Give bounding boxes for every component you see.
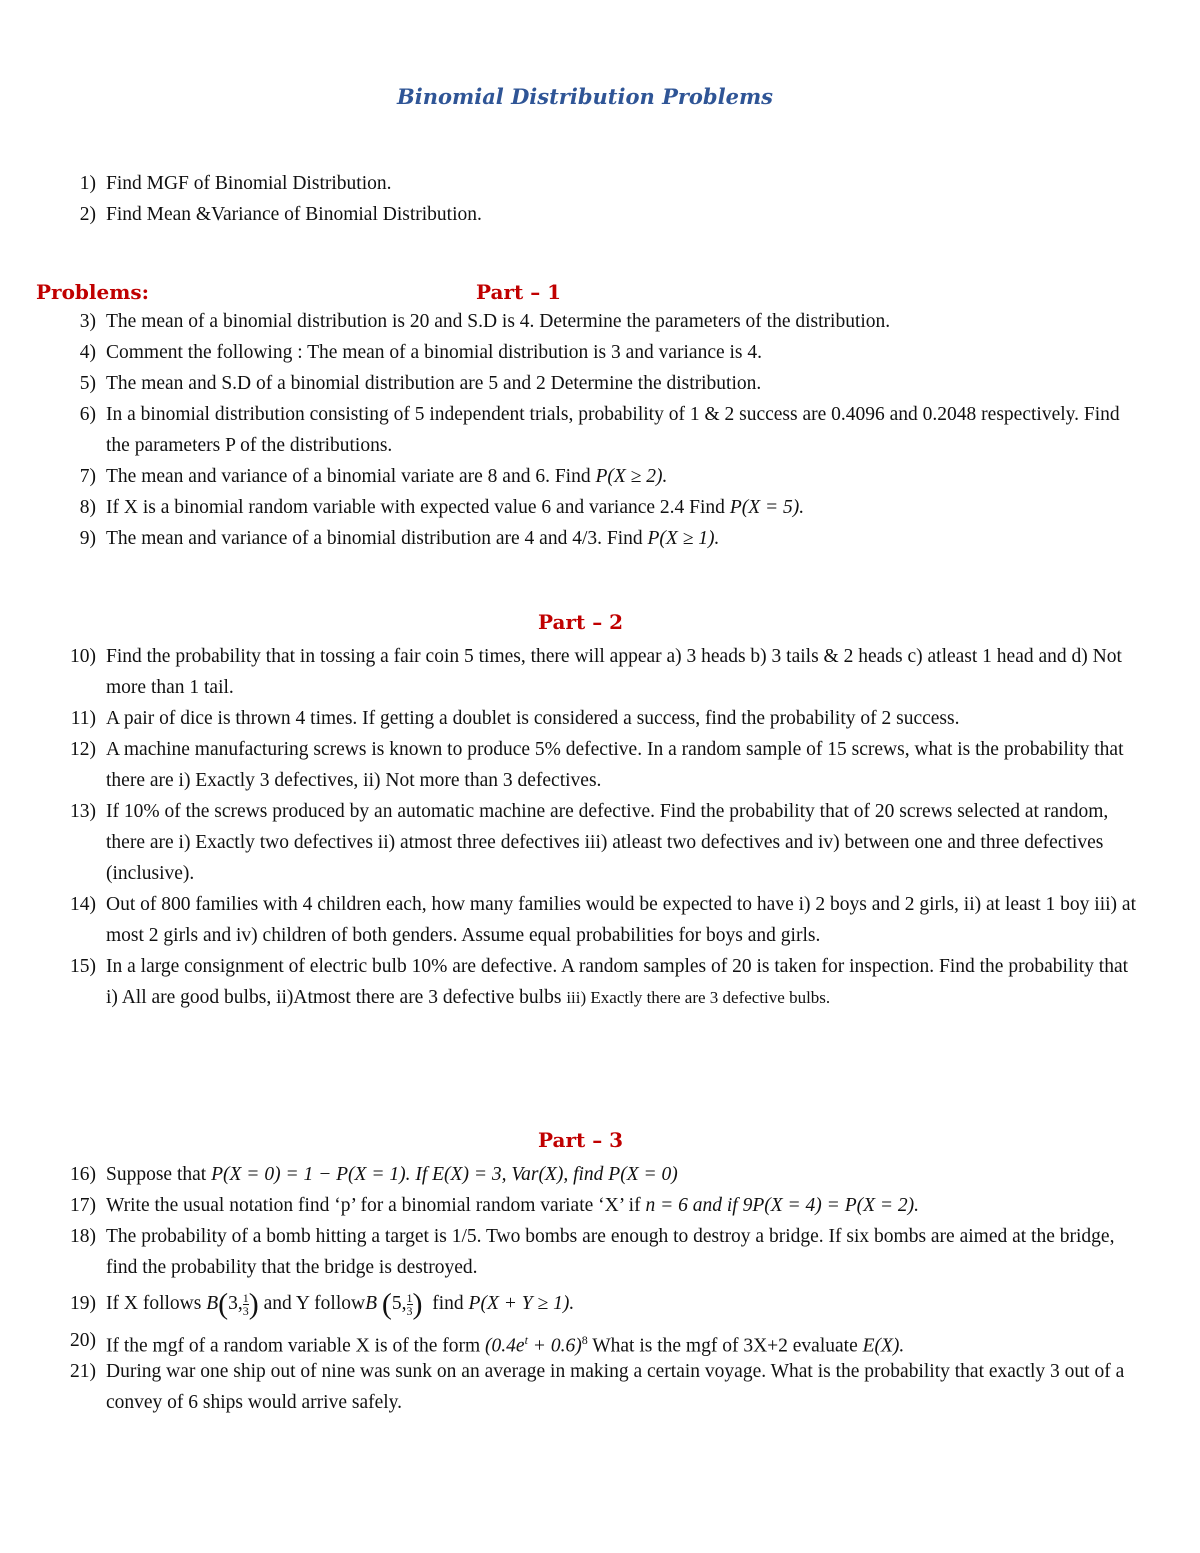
intro-list [0,168,1200,230]
list-item: 20) If the mgf of a random variable X is of the form $(0.4e^t + 0.6)^8$ What is the mgf of 3X+2 evaluate E(X). [70,1330,905,1357]
list-item: 19) If X follows B(3, $\frac{1}{3}$ ) and Y followB (5, $\frac{1}{3}$ ) find P(X + Y ≥ 1). [70,1287,575,1321]
list-item: 15) In a large consignment of electric bulb 10% are defective. A random samples of 20 is taken for inspection. Find the probability that i) All are good bulbs, ii)Atmost there are 3 defective bulbs iii) Exactly there are 3 defective bulbs. [70,956,1129,1008]
part-1-list [0,306,1200,554]
problems-heading: Problems: [36,280,150,304]
list-item: 11) A pair of dice is thrown 4 times. If getting a doublet is considered a success, find the probability of 2 success. [70,708,960,729]
fraction: $\frac{1}{3}$ [242,1291,249,1319]
list-item: 10) Find the probability that in tossing a fair coin 5 times, there will appear a) 3 heads b) 3 tails & 2 heads c) atleast 1 head and d) Not more than 1 tail. [70,646,1122,698]
list-item: 16) Suppose that P(X = 0) = 1 − P(X = 1). If E(X) = 3, Var(X), find P(X = 0) [70,1164,678,1185]
list-item: 5) The mean and S.D of a binomial distribution are 5 and 2 Determine the distribution. [79,373,762,394]
list-item: 9) The mean and variance of a binomial distribution are 4 and 4/3. Find P(X ≥ 1). [79,528,720,549]
part-3-list [0,1159,1200,1418]
list-item: 3) The mean of a binomial distribution is 20 and S.D is 4. Determine the parameters of the distribution. [79,311,891,332]
part-3-heading: Part – 3 [538,1128,624,1152]
math-expression: P(X = 0) = 1 − P(X = 1). If E(X) = 3, Var(X), find P(X = 0) [211,1164,678,1185]
fraction: $\frac{1}{3}$ [406,1291,413,1319]
part-2-heading: Part – 2 [538,610,624,634]
page-title: Binomial Distribution Problems [397,84,773,109]
list-item: 21) During war one ship out of nine was sunk on an average in making a certain voyage. What is the probability that exactly 3 out of a convey of 6 ships would arrive safely. [70,1361,1125,1413]
math-expression: P(X ≥ 1). [647,528,720,549]
part-2-list [0,641,1200,1013]
list-item: 17) Write the usual notation find ‘p’ for a binomial random variate ‘X’ if n = 6 and if 9P(X = 4) = P(X = 2). [70,1195,920,1216]
list-item: 8) If X is a binomial random variable with expected value 6 and variance 2.4 Find P(X = 5). [79,497,805,518]
list-item: 13) If 10% of the screws produced by an automatic machine are defective. Find the probability that of 20 screws selected at random, there are i) Exactly two defectives ii) atmost three defectives iii) atleast two defectives and iv) between one and three defectives (inclusive). [70,801,1109,884]
list-item: 12) A machine manufacturing screws is known to produce 5% defective. In a random sample of 15 screws, what is the probability that there are i) Exactly 3 defectives, ii) Not more than 3 defectives. [70,739,1124,791]
list-item: 1) Find MGF of Binomial Distribution. [79,173,392,194]
list-item: 7) The mean and variance of a binomial variate are 8 and 6. Find P(X ≥ 2). [79,466,668,487]
list-item: 18) The probability of a bomb hitting a target is 1/5. Two bombs are enough to destroy a bridge. If six bombs are aimed at the bridge, find the probability that the bridge is destroyed. [70,1226,1115,1278]
math-expression: P(X = 5). [729,497,805,518]
math-expression: n = 6 and if 9P(X = 4) = P(X = 2). [645,1195,920,1216]
list-item: 4) Comment the following : The mean of a binomial distribution is 3 and variance is 4. [79,342,763,363]
list-item: 2) Find Mean &Variance of Binomial Distribution. [79,204,482,225]
math-expression: P(X ≥ 2). [595,466,668,487]
list-item: 6) In a binomial distribution consisting of 5 independent trials, probability of 1 & 2 success are 0.4096 and 0.2048 respectively. Find the parameters P of the distributions. [79,404,1120,456]
list-item: 14) Out of 800 families with 4 children each, how many families would be expected to have i) 2 boys and 2 girls, ii) at least 1 boy iii) at most 2 girls and iv) children of both genders. Assume equal probabilities for boys and girls. [70,894,1136,946]
part-1-heading: Part – 1 [476,280,562,304]
